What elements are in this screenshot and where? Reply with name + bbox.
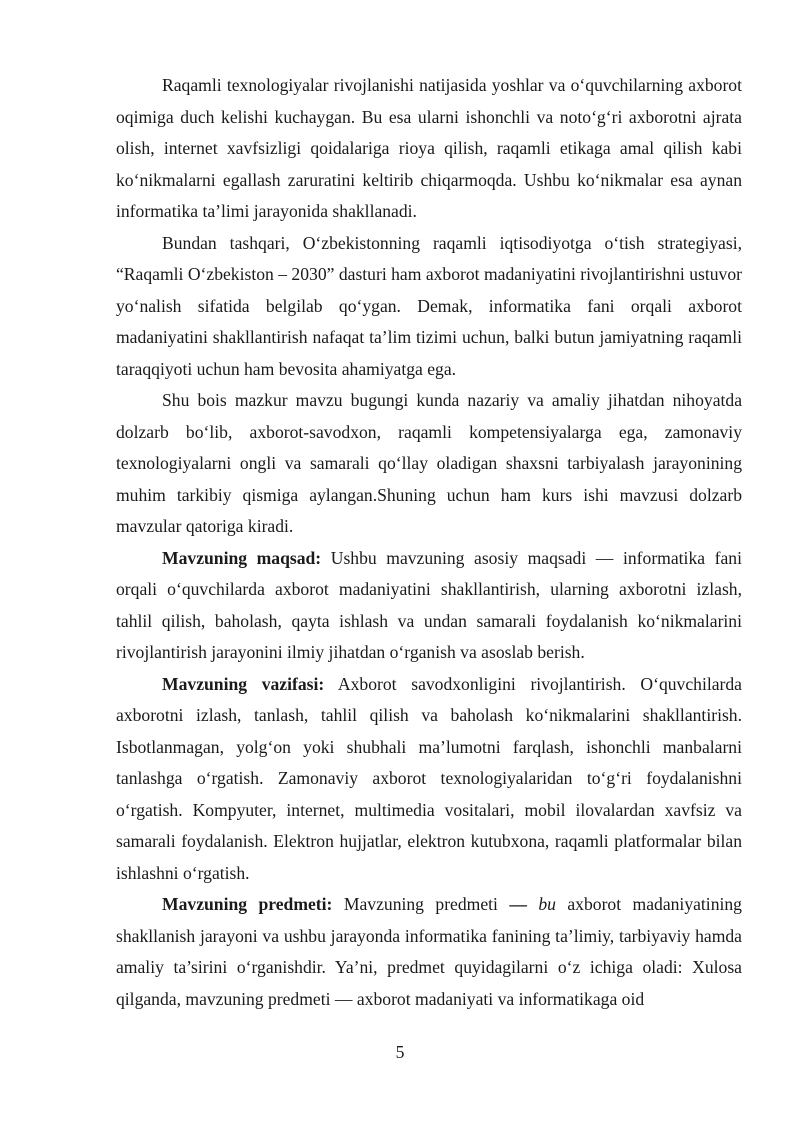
italic-word: bu [526,894,556,914]
paragraph-lead-goal: Mavzuning maqsad: [162,547,322,568]
paragraph-relevance [116,385,742,543]
paragraph-subject [116,889,742,1015]
paragraph-text: Shu bois mazkur mavzu bugungi kunda nazariy va amaliy jihatdan nihoyatda dolzarb bo‘lib, axborot-savodxon, raqamli kompetensiyalarga ega, zamonaviy texnologiyalarni ongli va samarali qo‘llay oladigan shaxsni tarbiyalash jarayonining muhim tarkibiy qismiga aylangan.Shuning uchun ham kurs ishi mavzusi dolzarb mavzular qatoriga kiradi. [116,390,742,536]
paragraph-text: Raqamli texnologiyalar rivojlanishi natijasida yoshlar va o‘quvchilarning axborot oqimiga duch kelishi kuchaygan. Bu esa ularni ishonchli va noto‘g‘ri axborotni ajrata olish, internet xavfsizligi qoidalariga rioya qilish, raqamli etikaga amal qilish kabi ko‘nikmalarni egallash zaruratini keltirib chiqarmoqda. Ushbu ko‘nikmalar esa aynan informatika ta’limi jarayonida shakllanadi. [116,75,742,221]
paragraph-goal [116,543,742,669]
paragraph-lead-subject: Mavzuning predmeti: [162,894,333,914]
paragraph-strategy [116,228,742,386]
body-text [116,70,742,1015]
paragraph-text: Ushbu mavzuning asosiy maqsadi — informatika fani orqali o‘quvchilarda axborot madaniyatini shakllantirish, ularning axborotni izlash, tahlil qilish, baholash, qayta ishlash va undan samarali foydalanish ko‘nikmalarini rivojlantirish jarayonini ilmiy jihatdan o‘rganish va asoslab berish. [116,547,742,662]
em-dash: — [509,894,527,914]
paragraph-text: Axborot savodxonligini rivojlantirish. O‘quvchilarda axborotni izlash, tanlash, tahlil qilish va baholash ko‘nikmalarini shakllantirish. Isbotlanmagan, yolg‘on yoki shubhali ma’lumotni farqlash, ishonchli manbalarni tanlashga o‘rgatish. Zamonaviy axborot texnologiyalaridan to‘g‘ri foydalanishni o‘rgatish. Kompyuter, internet, multimedia vositalari, mobil ilovalardan xavfsiz va samarali foydalanish. Elektron hujjatlar, elektron kutubxona, raqamli platformalar bilan ishlashni o‘rgatish. [116,673,742,883]
paragraph-text-before: Mavzuning predmeti [332,894,510,914]
paragraph-lead-tasks: Mavzuning vazifasi: [162,673,325,694]
page-number: 5 [395,1042,405,1062]
paragraph-text: axborot madaniyatining shakllanish jarayoni va ushbu jarayonda informatika fanining ta’limiy, tarbiyaviy hamda amaliy ta’sirini o‘rganishdir. Ya’ni, predmet quyidagilarni o‘z ichiga oladi: Xulosa qilganda, mavzuning predmeti — axborot madaniyati va informatikaga oid [116,894,742,1009]
paragraph-tasks [116,669,742,890]
paragraph-text: Bundan tashqari, O‘zbekistonning raqamli iqtisodiyotga o‘tish strategiyasi, “Raqamli O‘zbekiston – 2030” dasturi ham axborot madaniyatini rivojlantirishni ustuvor yo‘nalish sifatida belgilab qo‘ygan. Demak, informatika fani orqali axborot madaniyatini shakllantirish nafaqat ta’lim tizimi uchun, balki butun jamiyatning raqamli taraqqiyoti uchun ham bevosita ahamiyatga ega. [116,232,742,379]
paragraph-digital-tech [116,70,742,228]
